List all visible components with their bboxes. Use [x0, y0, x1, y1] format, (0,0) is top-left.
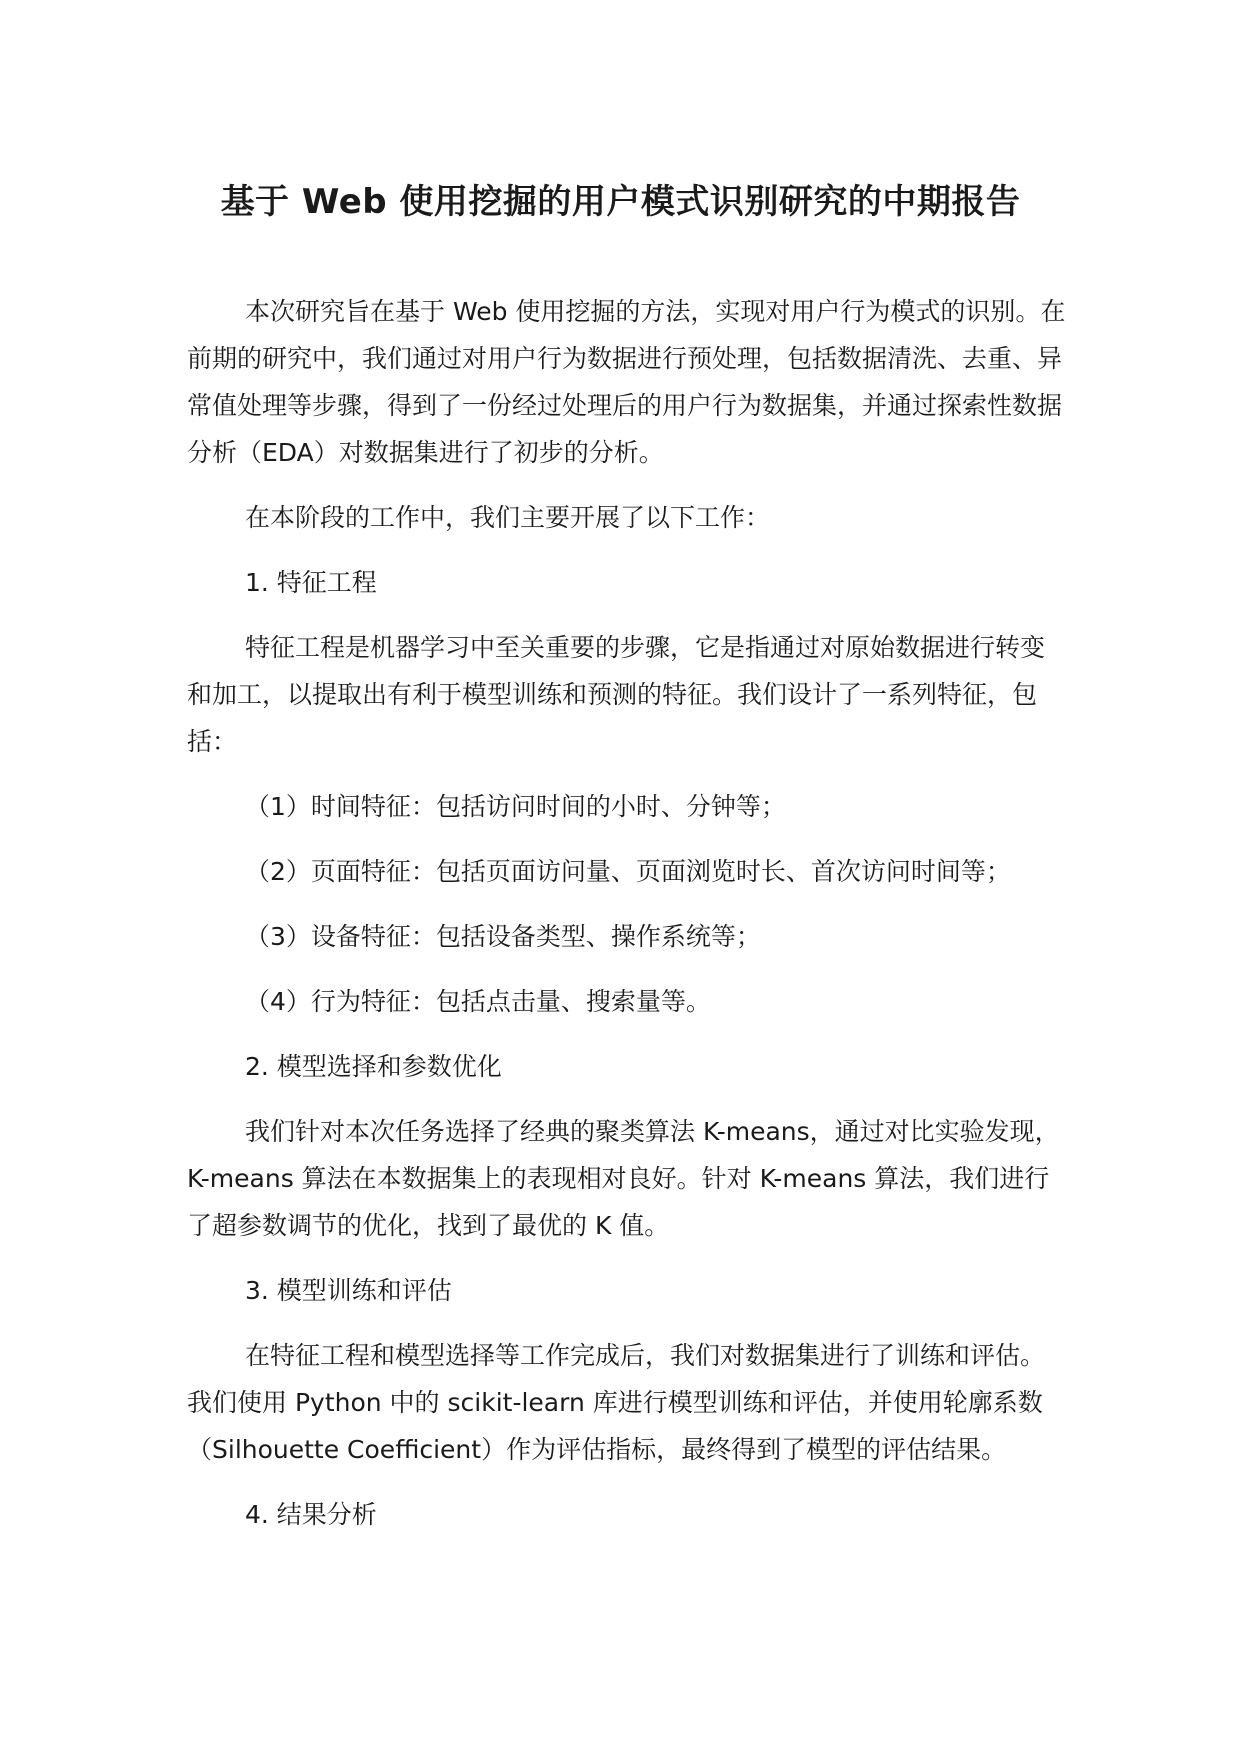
list-item-device-features: （3）设备特征：包括设备类型、操作系统等；	[245, 922, 761, 951]
paragraph-feature-description: 特征工程是机器学习中至关重要的步骤，它是指通过对原始数据进行转变和加工，以提取出有利于模型训练和预测的特征。我们设计了一系列特征，包括：	[187, 633, 1046, 756]
section-heading-model-selection: 2. 模型选择和参数优化	[245, 1052, 502, 1081]
paragraph-model-training: 在特征工程和模型选择等工作完成后，我们对数据集进行了训练和评估。我们使用 Python 中的 scikit-learn 库进行模型训练和评估，并使用轮廓系数（Silhouette Coefficient）作为评估指标，最终得到了模型的评估结果。	[187, 1341, 1046, 1464]
paragraph-model-selection: 我们针对本次任务选择了经典的聚类算法 K-means，通过对比实验发现，K-means 算法在本数据集上的表现相对良好。针对 K-means 算法，我们进行了超参数调节的优化，找到了最优的 K 值。	[187, 1117, 1060, 1240]
section-heading-model-training: 3. 模型训练和评估	[245, 1276, 452, 1305]
document-body	[187, 288, 1067, 1556]
list-item-page-features: （2）页面特征：包括页面访问量、页面浏览时长、首次访问时间等；	[245, 857, 1011, 886]
section-heading-result-analysis: 4. 结果分析	[245, 1500, 377, 1529]
section-heading-feature-engineering: 1. 特征工程	[245, 568, 377, 597]
list-item-behavior-features: （4）行为特征：包括点击量、搜索量等。	[245, 987, 711, 1016]
list-item-time-features: （1）时间特征：包括访问时间的小时、分钟等；	[245, 792, 786, 821]
paragraph-intro: 本次研究旨在基于 Web 使用挖掘的方法，实现对用户行为模式的识别。在前期的研究中，我们通过对用户行为数据进行预处理，包括数据清洗、去重、异常值处理等步骤，得到了一份经过处理后的用户行为数据集，并通过探索性数据分析（EDA）对数据集进行了初步的分析。	[187, 297, 1066, 467]
document-title: 基于 Web 使用挖掘的用户模式识别研究的中期报告	[220, 182, 1021, 222]
paragraph-stage-work: 在本阶段的工作中，我们主要开展了以下工作：	[245, 503, 771, 532]
